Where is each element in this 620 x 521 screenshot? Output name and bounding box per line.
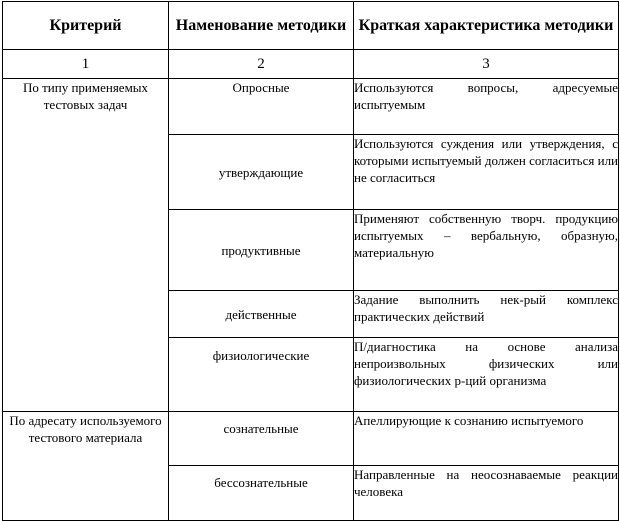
- method-description-cell: Задание выполнить нек-рый комплекс практических действий: [354, 291, 619, 338]
- table-row: [3, 412, 619, 466]
- method-name-cell: физиологические: [169, 338, 354, 412]
- method-name-cell: сознательные: [169, 412, 354, 466]
- method-name-cell: утверждающие: [169, 135, 354, 210]
- method-description-cell: Используются вопросы, адресуемые испытуемым: [354, 79, 619, 135]
- method-name-cell: продуктивные: [169, 210, 354, 291]
- column-number: 1: [3, 50, 169, 79]
- method-name-cell: действенные: [169, 291, 354, 338]
- method-description-cell: Направленные на неосознаваемые реакции человека: [354, 466, 619, 521]
- column-number: 2: [169, 50, 354, 79]
- method-description-cell: Апеллирующие к сознанию испытуемого: [354, 412, 619, 466]
- column-number-row: [3, 50, 619, 79]
- criterion-cell: По адресату используемого тестового материала: [3, 412, 169, 521]
- table-row: [3, 79, 619, 135]
- method-description-cell: Используются суждения или утверждения, с которыми испытуемый должен согласиться или не согласиться: [354, 135, 619, 210]
- header-method-name: Наменование методики: [169, 2, 354, 50]
- method-description-cell: Применяют собственную творч. продукцию испытуемых – вербальную, образную, материальную: [354, 210, 619, 291]
- method-description-cell: П/диагностика на основе анализа непроизвольных физических или физиологических р-ций организма: [354, 338, 619, 412]
- header-method-description: Краткая характеристика методики: [354, 2, 619, 50]
- method-name-cell: Опросные: [169, 79, 354, 135]
- header-row: [3, 2, 619, 50]
- column-number: 3: [354, 50, 619, 79]
- methods-table: [2, 1, 619, 521]
- criterion-cell: По типу применяемых тестовых задач: [3, 79, 169, 412]
- header-criterion: Критерий: [3, 2, 169, 50]
- method-name-cell: бессознательные: [169, 466, 354, 521]
